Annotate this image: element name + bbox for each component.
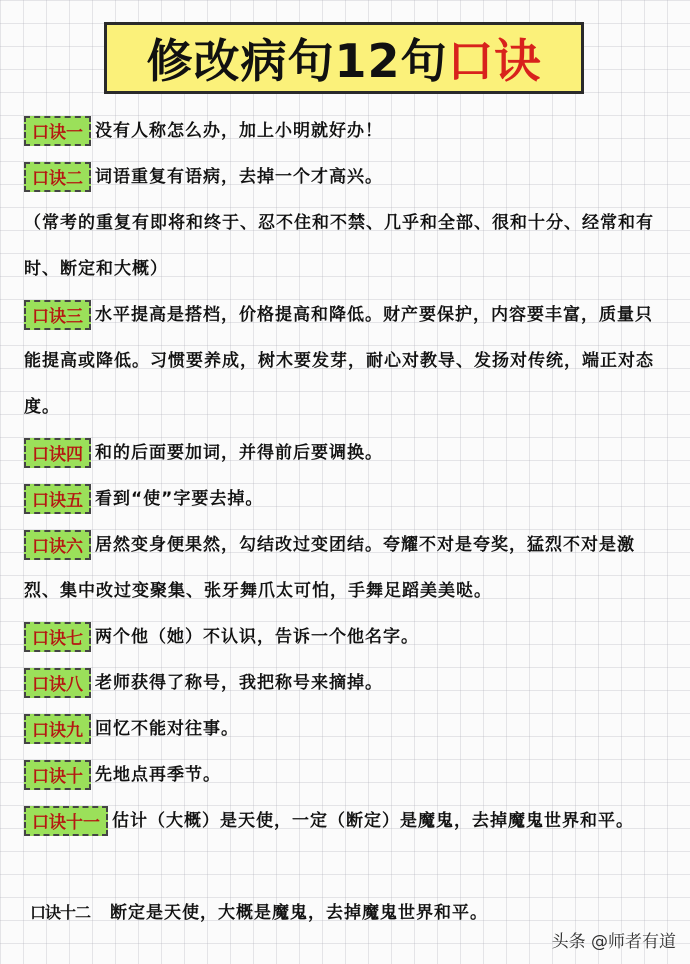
rule-text: 断定是天使，大概是魔鬼，去掉魔鬼世界和平。 [110,903,489,923]
title-accent: 口诀 [447,34,542,88]
rule-tag: 口诀五 [24,484,91,514]
rule-item-3 [24,292,664,430]
rule-item-2 [24,154,664,200]
rule-tag-glyph: 口诀十二 [30,903,91,922]
rule-tag: 口诀六 [24,530,91,560]
rule-tag: 口诀七 [24,622,91,652]
rule-tag: 口诀八 [24,668,91,698]
rule-text: 两个他（她）不认识，告诉一个他名字。 [95,627,419,647]
rule-item-8 [24,660,664,706]
rule-item-10 [24,752,664,798]
rule-tag: 口诀四 [24,438,91,468]
rule-item-1 [24,108,664,154]
rule-item-9 [24,706,664,752]
title-main: 修改病句12句 [146,34,448,88]
rule-tag: 口诀九 [24,714,91,744]
page-title [104,22,584,94]
rule-item-5 [24,476,664,522]
rule-text: 没有人称怎么办，加上小明就好办！ [95,121,383,141]
rule-tag: 口诀十一 [24,806,108,836]
rule-text: 回忆不能对往事。 [95,719,239,739]
rule-text: 看到“使”字要去掉。 [95,489,264,509]
rule-item-7 [24,614,664,660]
rule-text: 老师获得了称号，我把称号来摘掉。 [95,673,383,693]
watermark: 头条 @师者有道 [551,932,676,952]
rule-text: 词语重复有语病，去掉一个才高兴。 [95,167,383,187]
rule-tag: 口诀二 [24,162,91,192]
rule-text: 居然变身便果然，勾结改过变团结。夸耀不对是夸奖，猛烈不对是激烈、集中改过变聚集、张牙舞爪太可怕，手舞足蹈美美哒。 [24,535,635,601]
rule-item-6 [24,522,664,614]
rule-note: （常考的重复有即将和终于、忍不住和不禁、几乎和全部、很和十分、经常和有时、断定和大概） [24,213,654,279]
rule-item-4 [24,430,664,476]
rule-tag: 口诀十 [24,760,91,790]
rule-text: 和的后面要加词，并得前后要调换。 [95,443,383,463]
rule-item-11 [24,798,664,844]
rule-text: 估计（大概）是天使，一定（断定）是魔鬼，去掉魔鬼世界和平。 [112,811,634,831]
rule-text: 先地点再季节。 [95,765,221,785]
rule-tag: 口诀一 [24,116,91,146]
rule-tag: 口诀三 [24,300,91,330]
rule-text: 水平提高是搭档，价格提高和降低。财产要保护，内容要丰富，质量只能提高或降低。习惯要养成，树木要发芽，耐心对教导、发扬对传统，端正对态度。 [24,305,654,417]
